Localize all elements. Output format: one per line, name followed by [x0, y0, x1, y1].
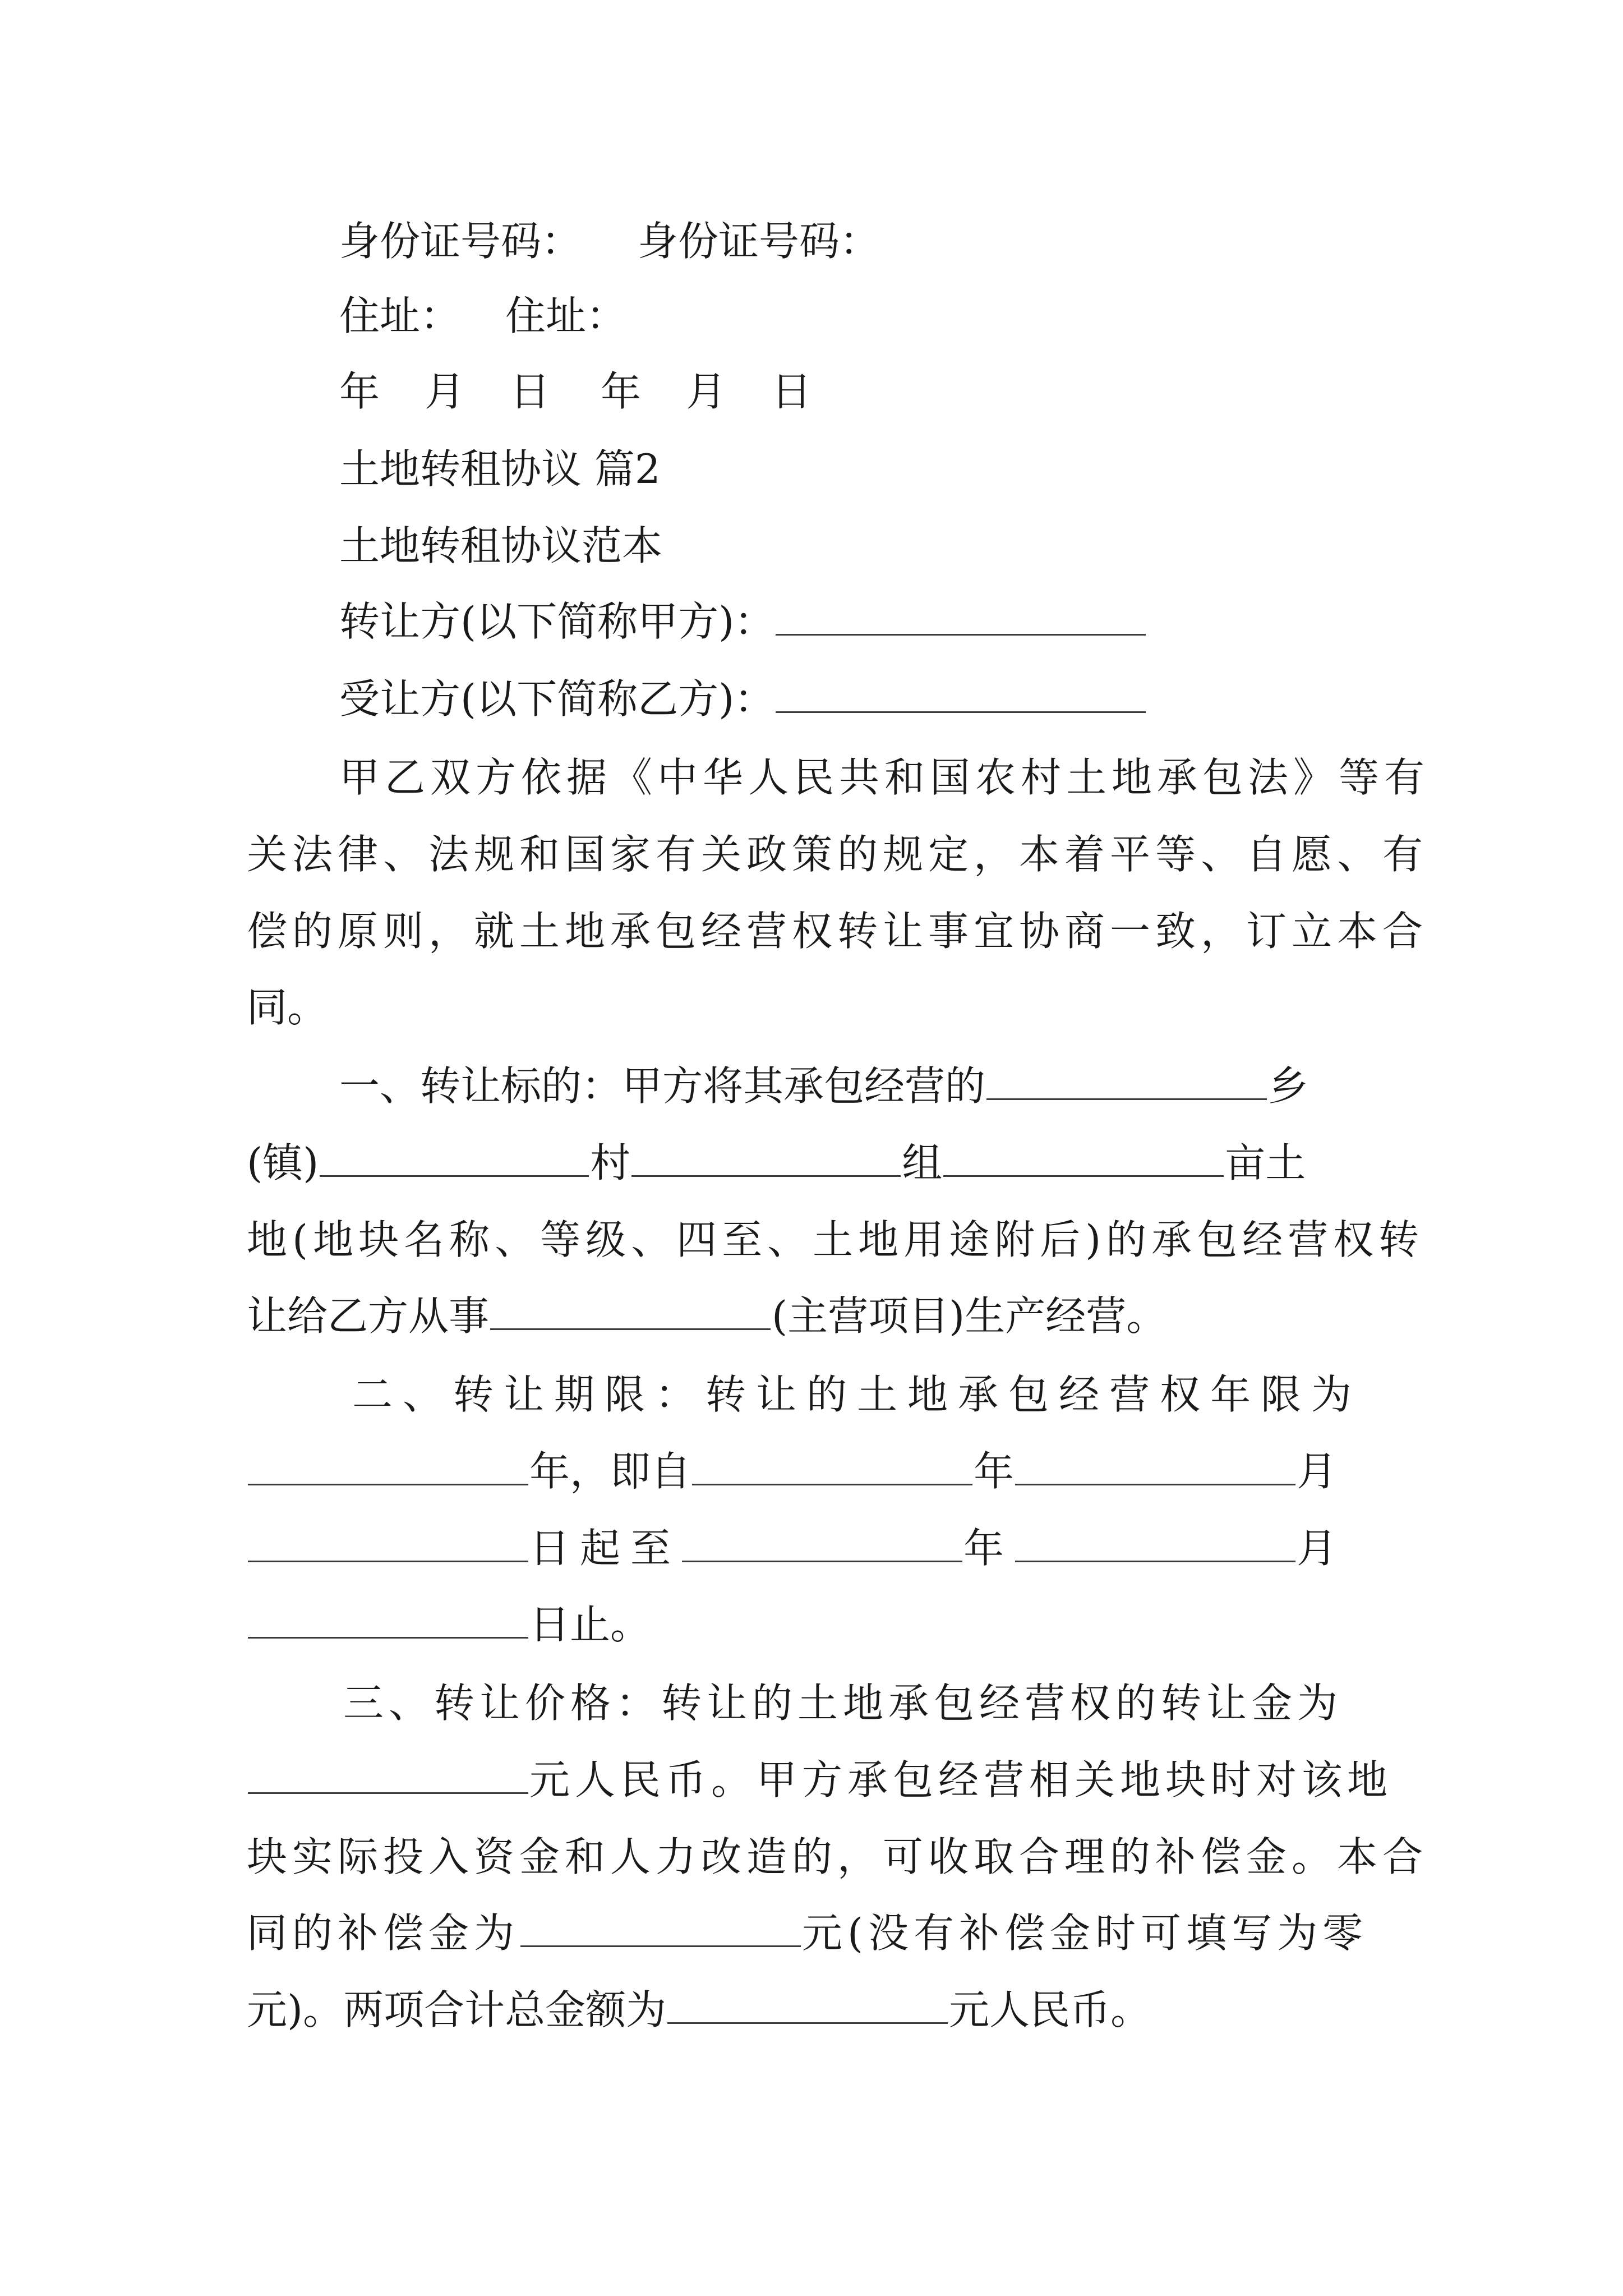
start-year-blank — [692, 1444, 972, 1485]
date-year-right: 年 — [601, 368, 642, 415]
group-blank — [943, 1136, 1224, 1177]
signature-date-row — [339, 365, 811, 418]
id-label-left: 身份证号码： — [339, 218, 582, 265]
document-subtitle: 土地转租协议范本 — [339, 522, 663, 569]
article1-line-2 — [247, 1136, 1306, 1190]
intro-line-4: 同。 — [247, 984, 328, 1031]
township-blank — [986, 1059, 1267, 1100]
article3-line-5 — [247, 1983, 1151, 2037]
transferor-label: 转让方(以下简称甲方)： — [339, 598, 775, 645]
term-years-label: 年，即自 — [529, 1448, 691, 1495]
compensation-blank — [520, 1906, 801, 1947]
transferee-blank — [776, 672, 1146, 713]
engage-label: 让给乙方从事 — [247, 1292, 490, 1340]
village-blank — [631, 1136, 901, 1177]
article3-line-4 — [247, 1906, 1368, 1960]
mu-label: 亩土 — [1225, 1139, 1306, 1186]
signature-id-row — [339, 214, 880, 268]
article2-line-1: 二、转让期限：转让的土地承包经营权年限为 — [352, 1371, 1362, 1418]
article1-text: 一、转让标的：甲方将其承包经营的 — [339, 1062, 986, 1110]
term-years-blank — [248, 1444, 528, 1485]
town-blank — [320, 1136, 589, 1177]
date-day-right: 日 — [771, 368, 812, 415]
intro-line-3: 偿的原则，就土地承包经营权转让事宜协商一致，订立本合 — [247, 908, 1428, 955]
end-day-label: 日止。 — [529, 1601, 651, 1648]
date-year-left: 年 — [339, 368, 380, 415]
end-month-label: 月 — [1297, 1525, 1348, 1572]
group-label: 组 — [902, 1139, 943, 1186]
start-day-label: 日起至 — [529, 1525, 681, 1572]
date-month-right: 月 — [686, 368, 727, 415]
end-year-label: 年 — [963, 1525, 1015, 1572]
address-label-right: 住址： — [505, 292, 627, 339]
section-title: 土地转租协议 篇2 — [339, 445, 661, 493]
intro-line-1: 甲乙双方依据《中华人民共和国农村土地承包法》等有 — [339, 754, 1430, 801]
compensation-text: 元(没有补偿金时可填写为零 — [802, 1910, 1368, 1957]
start-day-blank — [248, 1521, 528, 1562]
article1-line-4 — [247, 1289, 1166, 1343]
transferor-blank — [776, 595, 1146, 636]
address-label-left: 住址： — [339, 292, 461, 339]
transfer-fee-text: 元人民币。甲方承包经营相关地块时对该地 — [529, 1756, 1393, 1803]
total-blank — [667, 1983, 948, 2024]
article1-line-3: 地(地块名称、等级、四至、土地用途附后)的承包经营权转 — [247, 1216, 1424, 1263]
article3-line-2 — [247, 1753, 1393, 1807]
transferee-label: 受让方(以下简称乙方)： — [339, 675, 775, 723]
article1-line-1 — [339, 1059, 1308, 1113]
intro-line-2: 关法律、法规和国家有关政策的规定，本着平等、自愿、有 — [247, 831, 1428, 878]
article2-line-4 — [247, 1598, 651, 1651]
transfer-fee-blank — [248, 1753, 528, 1794]
start-month-label: 月 — [1297, 1448, 1338, 1495]
total-label: 元)。两项合计总金额为 — [247, 1986, 667, 2033]
end-month-blank — [1015, 1521, 1295, 1562]
article3-line-3: 块实际投入资金和人力改造的，可收取合理的补偿金。本合 — [247, 1833, 1428, 1880]
township-label: 乡 — [1268, 1062, 1309, 1110]
business-blank — [490, 1289, 771, 1330]
compensation-label: 同的补偿金为 — [247, 1910, 520, 1957]
end-year-blank — [682, 1521, 962, 1562]
total-text: 元人民币。 — [949, 1986, 1151, 2033]
business-suffix: (主营项目)生产经营。 — [772, 1292, 1167, 1340]
end-day-blank — [248, 1598, 528, 1639]
article3-line-1: 三、转让价格：转让的土地承包经营权的转让金为 — [343, 1680, 1343, 1727]
date-day-left: 日 — [510, 368, 551, 415]
transferee-row — [339, 672, 1147, 726]
village-label: 村 — [590, 1139, 631, 1186]
id-label-right: 身份证号码： — [638, 218, 880, 265]
town-label: (镇) — [247, 1139, 319, 1186]
start-month-blank — [1015, 1444, 1295, 1485]
date-month-left: 月 — [425, 368, 465, 415]
transferor-row — [339, 595, 1147, 648]
article2-line-2 — [247, 1444, 1337, 1498]
start-year-label: 年 — [974, 1448, 1015, 1495]
signature-address-row — [339, 289, 626, 343]
article2-line-3 — [247, 1521, 1347, 1575]
